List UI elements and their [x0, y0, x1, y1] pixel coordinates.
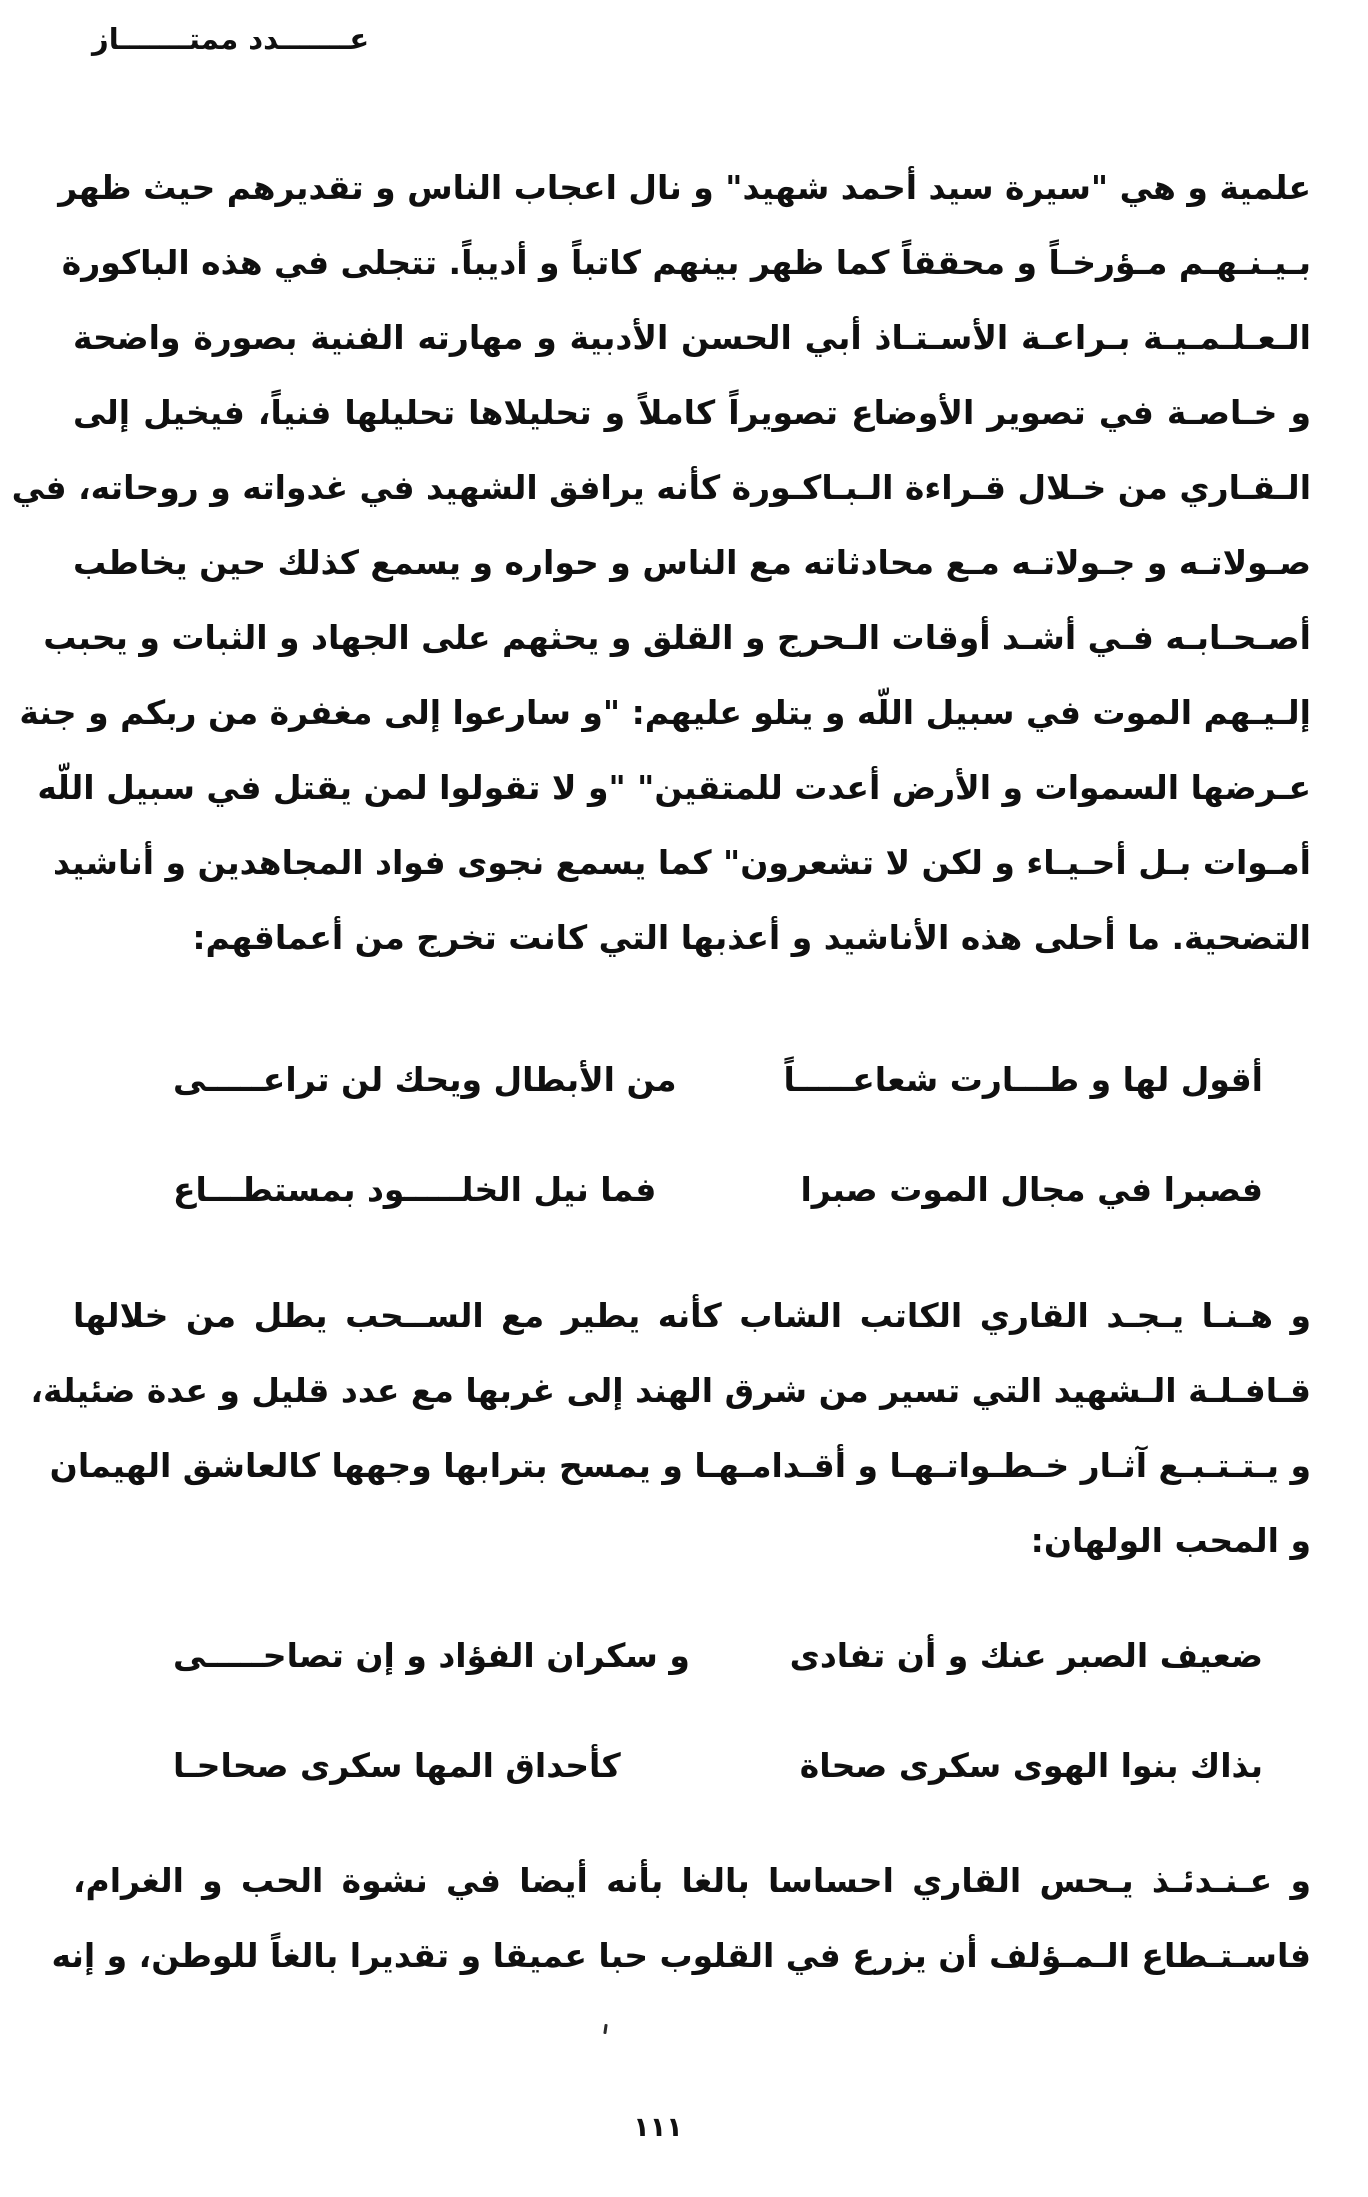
paragraph-1: [11, 150, 1311, 975]
hemistich-right: بذاك بنوا الهوى سكرى صحاة: [799, 1746, 1263, 1785]
text-line: أصـحـابـه فـي أشـد أوقات الـحرج و القلق و يحثهم على الجهاد و الثبات و يحبب: [43, 618, 1311, 657]
hemistich-left: و سكران الفؤاد و إن تصاحـــــى: [173, 1636, 690, 1675]
text-line: التضحية. ما أحلى هذه الأناشيد و أعذبها التي كانت تخرج من أعماقهم:: [192, 918, 1311, 957]
text-line: و المحب الولهان:: [1030, 1521, 1311, 1560]
poem-1: [73, 1042, 1311, 1262]
poem-2: [73, 1618, 1311, 1838]
page-header-title: عـــــــدد ممتـــــــاز: [92, 22, 370, 56]
hemistich-right: فصبرا في مجال الموت صبرا: [800, 1170, 1263, 1209]
text-line: علمية و هي "سيرة سيد أحمد شهيد" و نال اعجاب الناس و تقديرهم حيث ظهر: [58, 168, 1311, 207]
hemistich-left: فما نيل الخلـــــود بمستطـــاع: [173, 1170, 657, 1209]
poem-verse: [73, 1728, 1311, 1803]
text-line: قـافـلـة الـشهيد التي تسير من شرق الهند إلى غربها مع عدد قليل و عدة ضئيلة،: [30, 1371, 1311, 1410]
paragraph-2: [30, 1278, 1311, 1578]
poem-verse: [73, 1618, 1311, 1693]
text-line: و خـاصـة في تصوير الأوضاع تصويراً كاملاً و تحليلاها تحليلها فنياً، فيخيل إلى: [73, 393, 1311, 432]
text-line: و يـتـتـبـع آثـار خـطـواتـهـا و أقـدامـهـا و يمسح بترابها وجهها كالعاشق الهيمان: [49, 1446, 1311, 1485]
text-line: إلـيـهم الموت في سبيل اللّه و يتلو عليهم: "و سارعوا إلى مغفرة من ربكم و جنة: [19, 693, 1311, 732]
text-line: فاسـتـطاع الـمـؤلف أن يزرع في القلوب حبا عميقا و تقديرا بالغاً للوطن، و إنه: [51, 1936, 1311, 1975]
page-number: ١١١: [633, 2112, 683, 2143]
text-line: عـرضها السموات و الأرض أعدت للمتقين" "و لا تقولوا لمن يقتل في سبيل اللّه: [37, 768, 1311, 807]
hemistich-right: ضعيف الصبر عنك و أن تفادى: [789, 1636, 1263, 1675]
text-line: و هـنـا يـجـد القاري الكاتب الشاب كأنه يطير مع الســحب يطل من خلالها: [73, 1296, 1311, 1335]
text-line: الـقـاري من خـلال قـراءة الـبـاكـورة كأنه يرافق الشهيد في غدواته و روحاته، في: [11, 468, 1311, 507]
text-line: بـيـنـهـم مـؤرخـاً و محققاً كما ظهر بينهم كاتباً و أديباً. تتجلى في هذه الباكورة: [61, 243, 1311, 282]
text-line: أمـوات بـل أحـيـاء و لكن لا تشعرون" كما يسمع نجوى فواد المجاهدين و أناشيد: [52, 843, 1311, 882]
text-line: و عـنـدئـذ يـحس القاري احساسا بالغا بأنه أيضا في نشوة الحب و الغرام،: [73, 1861, 1311, 1900]
hemistich-left: من الأبطال ويحك لن تراعـــــى: [173, 1060, 677, 1099]
paragraph-3: [51, 1843, 1311, 1993]
poem-verse: [73, 1152, 1311, 1227]
poem-verse: [73, 1042, 1311, 1117]
ink-speck: [603, 2024, 607, 2034]
hemistich-right: أقول لها و طـــارت شعاعـــــاً: [783, 1060, 1263, 1099]
text-line: صـولاتـه و جـولاتـه مـع محادثاته مع الناس و حواره و يسمع كذلك حين يخاطب: [73, 543, 1311, 582]
hemistich-left: كأحداق المها سكرى صحاحـا: [173, 1746, 621, 1785]
text-line: الـعـلـمـيـة بـراعـة الأسـتـاذ أبي الحسن الأدبية و مهارته الفنية بصورة واضحة: [73, 318, 1311, 357]
